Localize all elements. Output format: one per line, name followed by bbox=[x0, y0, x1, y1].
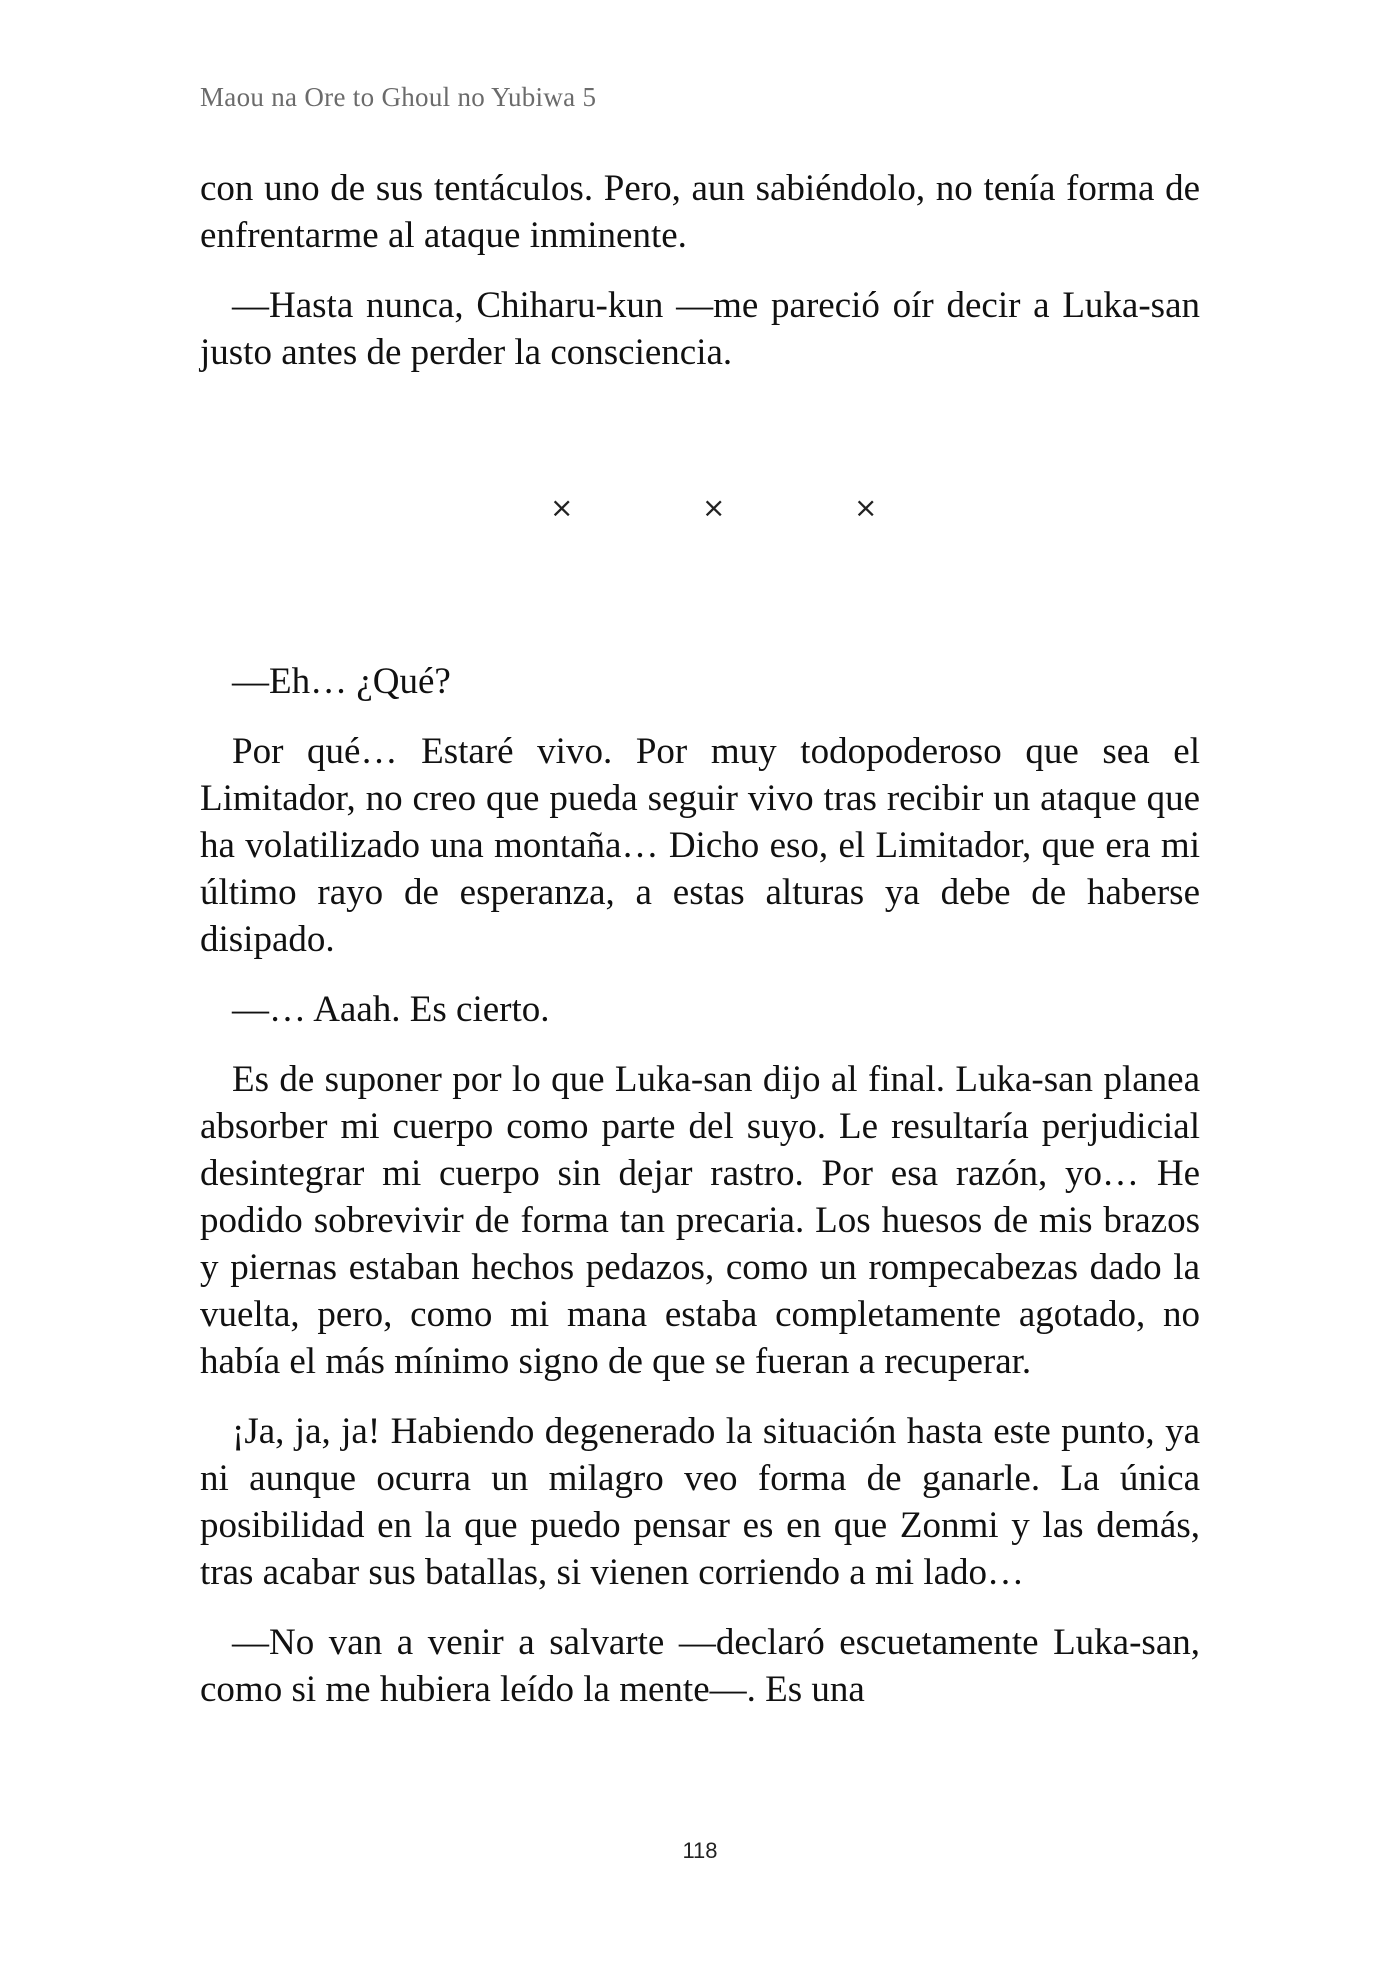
paragraph: Por qué… Estaré vivo. Por muy todopoderoso que sea el Limitador, no creo que pueda seguir vivo tras recibir un ataque que ha volatilizado una montaña… Dicho eso, el Limitador, que era mi último rayo de esperanza, a estas alturas ya debe de haberse disipado. bbox=[200, 731, 1200, 960]
running-header: Maou na Ore to Ghoul no Yubiwa 5 bbox=[200, 82, 597, 112]
scene-break-mark: × bbox=[702, 491, 726, 524]
paragraph: ¡Ja, ja, ja! Habiendo degenerado la situación hasta este punto, ya ni aunque ocurra un milagro veo forma de ganarle. La única posibilidad en la que puedo pensar es en que Zonmi y las demás, tras acabar sus batallas, si vienen corriendo a mi lado… bbox=[200, 1411, 1200, 1593]
paragraph: —… Aaah. Es cierto. bbox=[232, 989, 550, 1030]
paragraph: —No van a venir a salvarte —declaró escuetamente Luka-san, como si me hubiera leído la mente—. Es una bbox=[200, 1622, 1200, 1710]
page-number: 118 bbox=[682, 1838, 718, 1863]
paragraph: —Eh… ¿Qué? bbox=[232, 661, 451, 702]
paragraph: con uno de sus tentáculos. Pero, aun sabiéndolo, no tenía forma de enfrentarme al ataque inminente. bbox=[200, 168, 1200, 256]
paragraph: —Hasta nunca, Chiharu-kun —me pareció oír decir a Luka-san justo antes de perder la consciencia. bbox=[200, 285, 1200, 373]
paragraph: Es de suponer por lo que Luka-san dijo al final. Luka-san planea absorber mi cuerpo como parte del suyo. Le resultaría perjudicial desintegrar mi cuerpo sin dejar rastro. Por esa razón, yo… He podido sobrevivir de forma tan precaria. Los huesos de mis brazos y piernas estaban hechos pedazos, como un rompecabezas dado la vuelta, pero, como mi mana estaba completamente agotado, no había el más mínimo signo de que se fueran a recuperar. bbox=[200, 1059, 1200, 1382]
scene-break-mark: × bbox=[854, 491, 878, 524]
body-text bbox=[200, 165, 1200, 1736]
scene-break-mark: × bbox=[550, 491, 574, 524]
scene-break bbox=[200, 429, 1200, 603]
